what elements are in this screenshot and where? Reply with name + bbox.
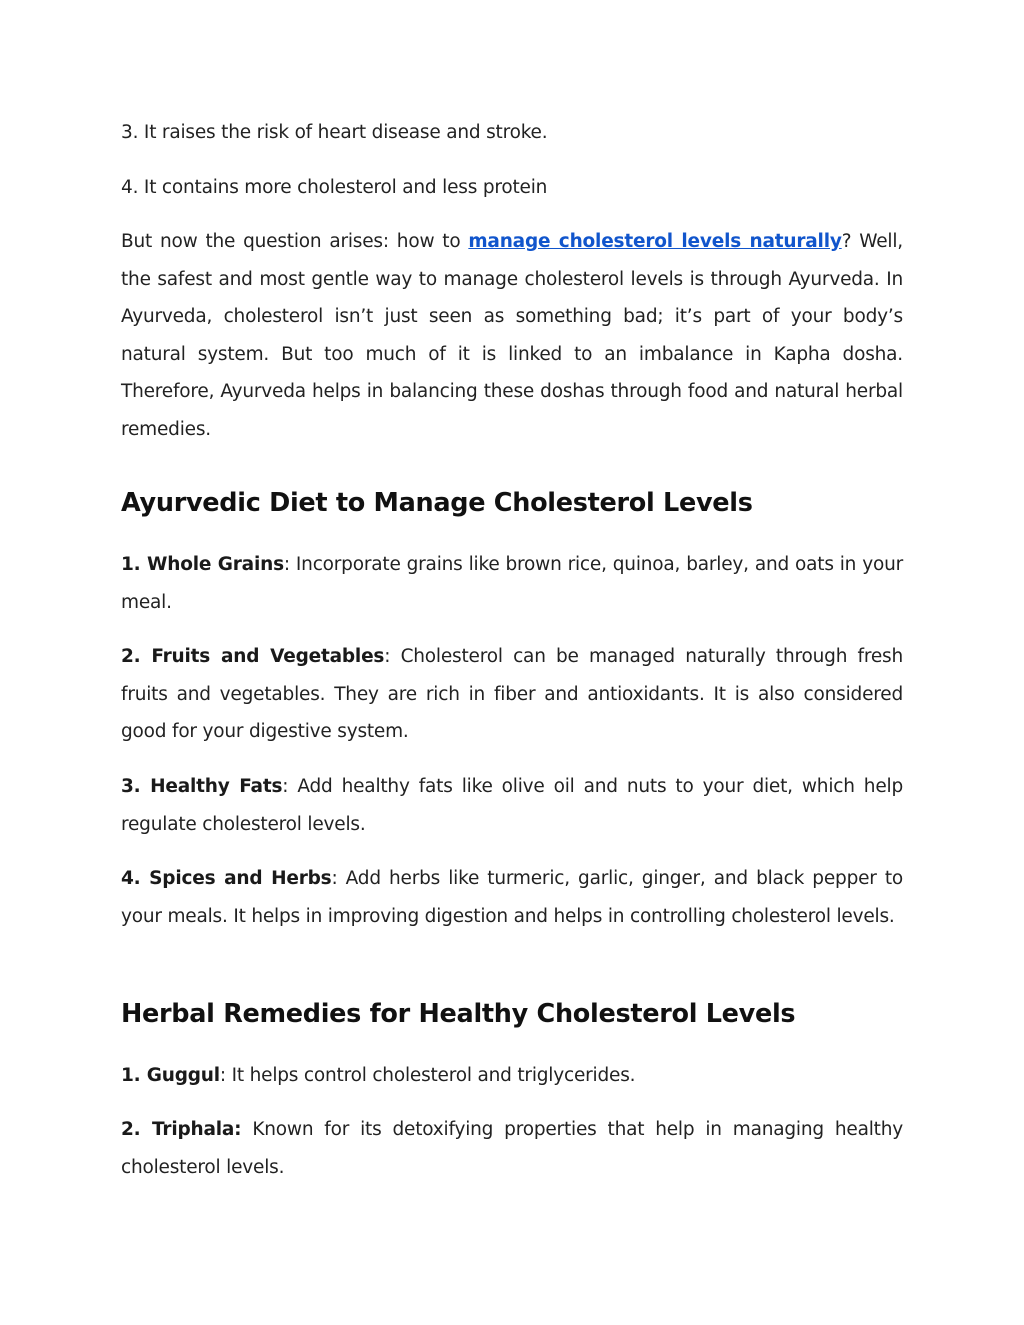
- diet-item-whole-grains: [121, 546, 903, 621]
- diet-item-title: 1. Whole Grains: [121, 554, 284, 575]
- diet-item-title: 2. Fruits and Vegetables: [121, 646, 385, 667]
- intro-text-after-link: ? Well, the safest and most gentle way to manage cholesterol levels is through Ayurveda. In Ayurveda, cholesterol isn’t just seen as something bad; it’s part of your body’s natural system. But too much of it is linked to an imbalance in Kapha dosha. Therefore, Ayurveda helps in balancing these doshas through food and natural herbal remedies.: [121, 231, 903, 440]
- diet-item-text: : Add herbs like turmeric, garlic, ginger, and black pepper to your meals. It helps in improving digestion and helps in controlling cholesterol levels.: [121, 868, 903, 927]
- diet-item-title: 3. Healthy Fats: [121, 776, 283, 797]
- diet-item-title: 4. Spices and Herbs: [121, 868, 332, 889]
- risk-item-4: 4. It contains more cholesterol and less protein: [121, 177, 548, 198]
- diet-item-text: : Cholesterol can be managed naturally through fresh fruits and vegetables. They are rich in fiber and antioxidants. It is also considered good for your digestive system.: [121, 646, 903, 743]
- herbal-item-triphala: [121, 1111, 903, 1186]
- diet-item-fruits-vegetables: [121, 638, 903, 751]
- herbal-item-text: Known for its detoxifying properties that help in managing healthy cholesterol levels.: [121, 1119, 903, 1178]
- diet-item-text: : Incorporate grains like brown rice, quinoa, barley, and oats in your meal.: [121, 554, 903, 613]
- herbal-item-title: 2. Triphala:: [121, 1119, 242, 1140]
- herbal-item-guggul: [121, 1057, 903, 1095]
- intro-paragraph: [121, 223, 903, 449]
- intro-text-before-link: But now the question arises: how to: [121, 231, 469, 252]
- manage-cholesterol-link[interactable]: manage cholesterol levels naturally: [468, 231, 842, 252]
- herbal-item-text: : It helps control cholesterol and triglycerides.: [219, 1065, 636, 1086]
- risk-item-3: 3. It raises the risk of heart disease and stroke.: [121, 122, 548, 143]
- herbal-item-title: 1. Guggul: [121, 1065, 220, 1086]
- diet-item-text: : Add healthy fats like olive oil and nuts to your diet, which help regulate cholesterol levels.: [121, 776, 903, 835]
- diet-item-spices-herbs: [121, 860, 903, 935]
- diet-item-healthy-fats: [121, 768, 903, 843]
- herbal-section-heading: Herbal Remedies for Healthy Cholesterol Levels: [121, 999, 796, 1029]
- diet-section-heading: Ayurvedic Diet to Manage Cholesterol Levels: [121, 488, 753, 518]
